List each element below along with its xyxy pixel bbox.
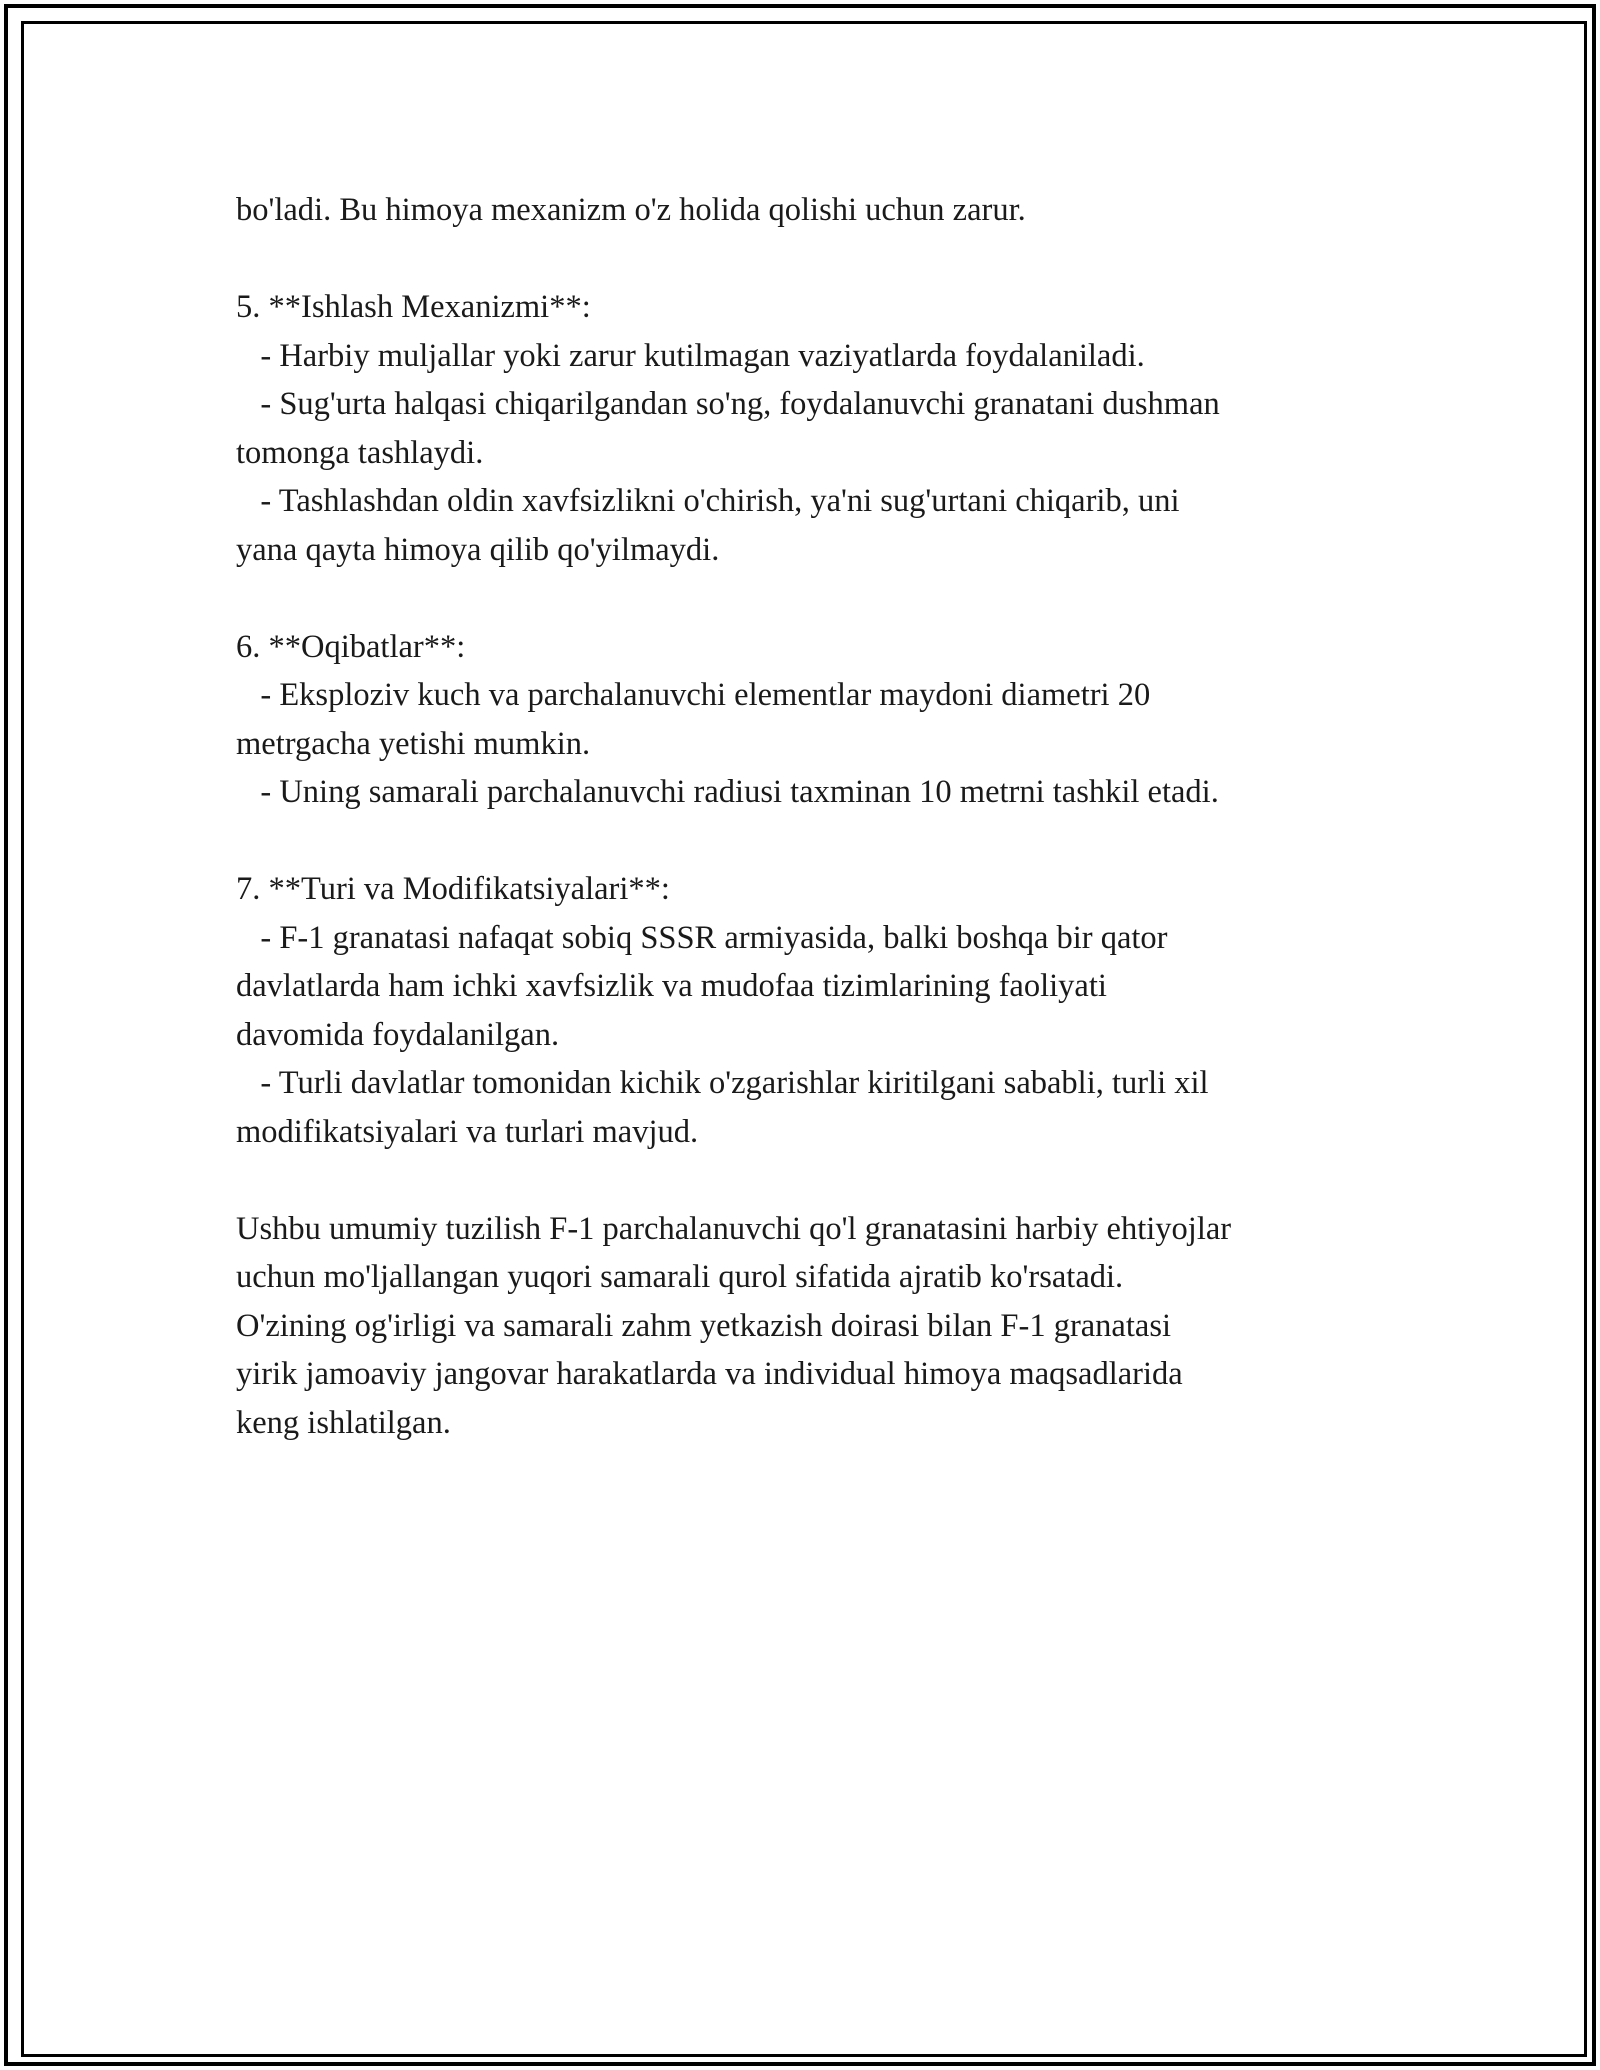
paragraph-gap [236,817,1386,866]
conclusion-line: yirik jamoaviy jangovar harakatlarda va individual himoya maqsadlarida [236,1356,1183,1392]
section-line: davlatlarda ham ichki xavfsizlik va mudofaa tizimlarining faoliyati [236,968,1107,1004]
conclusion-line: uchun mo'ljallangan yuqori samarali qurol sifatida ajratib ko'rsatadi. [236,1259,1124,1295]
section-line: tomonga tashlaydi. [236,434,484,471]
conclusion-line: keng ishlatilgan. [236,1404,451,1441]
paragraph-gap [236,574,1386,623]
section-heading: 5. **Ishlash Mexanizmi**: [236,289,591,325]
conclusion-line: O'zining og'irligi va samarali zahm yetkazish doirasi bilan F-1 granatasi [236,1307,1171,1344]
section-line: - Harbiy muljallar yoki zarur kutilmagan vaziyatlarda foydalaniladi. [236,337,1145,374]
section-line: davomida foydalanilgan. [236,1016,560,1053]
section-heading: 6. **Oqibatlar**: [236,628,466,665]
paragraph-gap [236,235,1386,284]
section-line: - Tashlashdan oldin xavfsizlikni o'chirish, ya'ni sug'urtani chiqarib, uni [236,483,1180,519]
section-line: - Turli davlatlar tomonidan kichik o'zgarishlar kiritilgani sababli, turli xil [236,1065,1209,1101]
section-line: - F-1 granatasi nafaqat sobiq SSSR armiyasida, balki boshqa bir qator [236,919,1168,956]
section-line: metrgacha yetishi mumkin. [236,725,591,762]
conclusion-line: Ushbu umumiy tuzilish F-1 parchalanuvchi qo'l granatasini harbiy ehtiyojlar [236,1210,1232,1247]
document-body [236,186,1386,1447]
section-line: - Uning samarali parchalanuvchi radiusi taxminan 10 metrni tashkil etadi. [236,774,1219,810]
section-line: - Sug'urta halqasi chiqarilgandan so'ng, foydalanuvchi granatani dushman [236,386,1220,422]
paragraph-gap [236,1156,1386,1205]
section-line: modifikatsiyalari va turlari mavjud. [236,1113,699,1150]
section-line: - Eksploziv kuch va parchalanuvchi elementlar maydoni diametri 20 [236,677,1151,713]
section-heading: 7. **Turi va Modifikatsiyalari**: [236,871,670,907]
section-line: yana qayta himoya qilib qo'yilmaydi. [236,531,720,568]
intro-line: bo'ladi. Bu himoya mexanizm o'z holida qolishi uchun zarur. [236,192,1026,228]
